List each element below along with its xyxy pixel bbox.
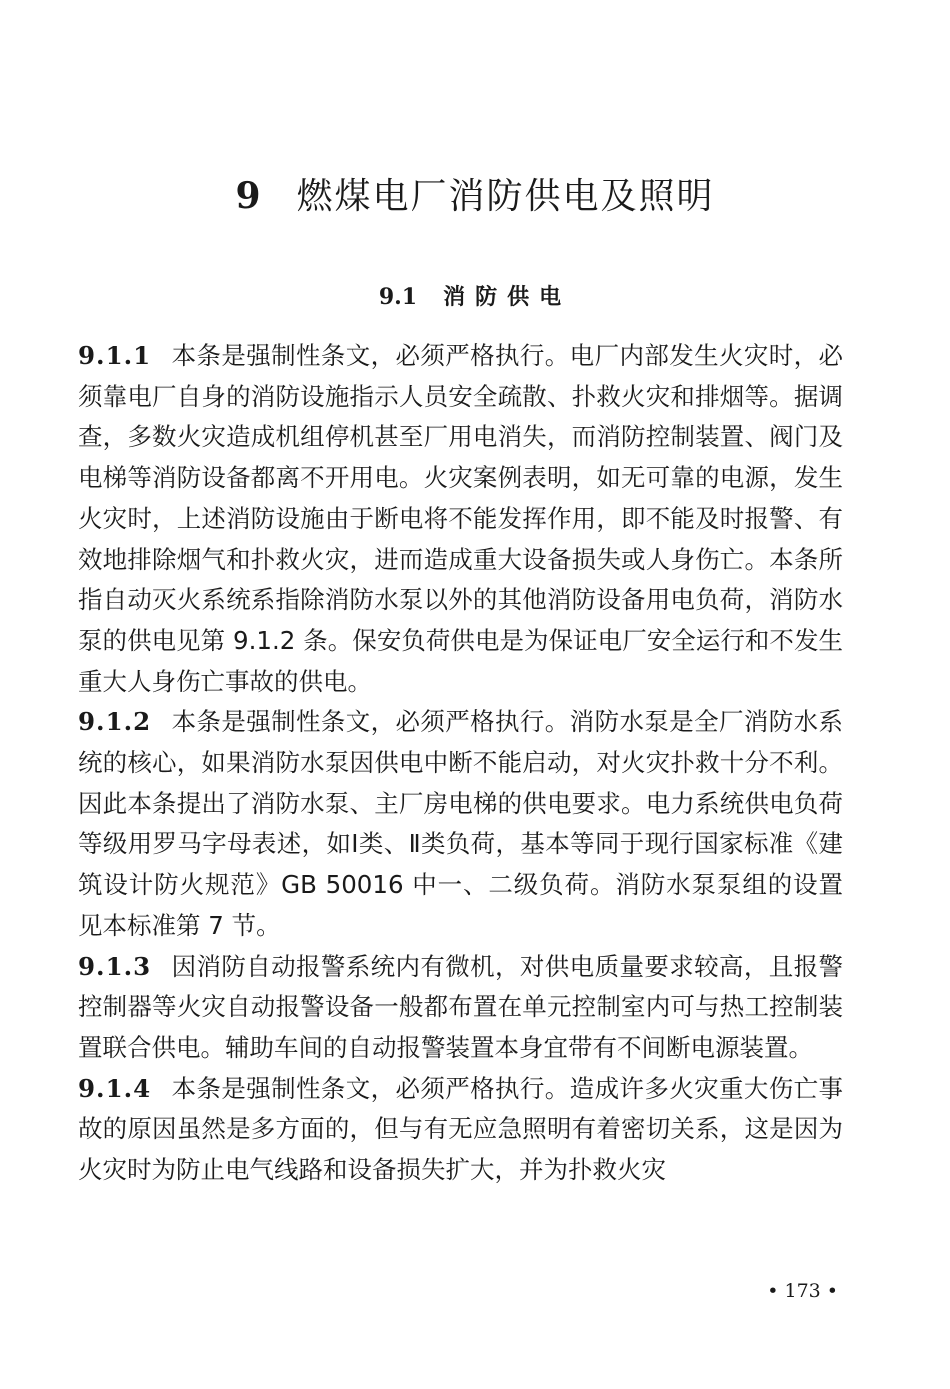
- clause-text: 本条是强制性条文，必须严格执行。造成许多火灾重大伤亡事故的原因虽然是多方面的，但与有无应急照明有着密切关系，这是因为火灾时为防止电气线路和设备损失扩大，并为扑救火灾: [78, 1073, 843, 1185]
- chapter-title: [0, 168, 950, 219]
- clause-number: 9.1.4: [78, 1073, 152, 1103]
- chapter-title-text: 燃煤电厂消防供电及照明: [296, 176, 715, 217]
- clause-text: 本条是强制性条文，必须严格执行。电厂内部发生火灾时，必须靠电厂自身的消防设施指示人员安全疏散、扑救火灾和排烟等。据调查，多数火灾造成机组停机甚至厂用电消失，而消防控制装置、阀门及电梯等消防设备都离不开用电。火灾案例表明，如无可靠的电源，发生火灾时，上述消防设施由于断电将不能发挥作用，即不能及时报警、有效地排除烟气和扑救火灾，进而造成重大设备损失或人身伤亡。本条所指自动灭火系统系指除消防水泵以外的其他消防设备用电负荷，消防水泵的供电见第 9.1.2 条。保安负荷供电是为保证电厂安全运行和不发生重大人身伤亡事故的供电。: [78, 341, 843, 696]
- clause-text: 本条是强制性条文，必须严格执行。消防水泵是全厂消防水系统的核心，如果消防水泵因供电中断不能启动，对火灾扑救十分不利。因此本条提出了消防水泵、主厂房电梯的供电要求。电力系统供电负荷等级用罗马字母表述，如Ⅰ类、Ⅱ类负荷，基本等同于现行国家标准《建筑设计防火规范》GB 50016 中一、二级负荷。消防水泵泵组的设置见本标准第 7 节。: [78, 707, 843, 940]
- clause-text: 因消防自动报警系统内有微机，对供电质量要求较高，且报警控制器等火灾自动报警设备一般都布置在单元控制室内可与热工控制装置联合供电。辅助车间的自动报警装置本身宜带有不间断电源装置。: [78, 951, 843, 1062]
- clause-9-1-3: [78, 947, 843, 1069]
- clause-number: 9.1.2: [78, 707, 152, 737]
- clause-9-1-2: [78, 702, 843, 946]
- section-title: [0, 280, 950, 311]
- clause-9-1-4: [78, 1069, 843, 1191]
- section-title-text: 消防供电: [443, 285, 572, 310]
- clause-number: 9.1.1: [78, 341, 152, 370]
- page-number: • 173 •: [767, 1280, 838, 1302]
- chapter-number: 9: [235, 175, 263, 217]
- body-text: [78, 336, 843, 1191]
- section-number: 9.1: [378, 284, 418, 310]
- clause-number: 9.1.3: [78, 951, 152, 981]
- clause-9-1-1: [78, 336, 843, 702]
